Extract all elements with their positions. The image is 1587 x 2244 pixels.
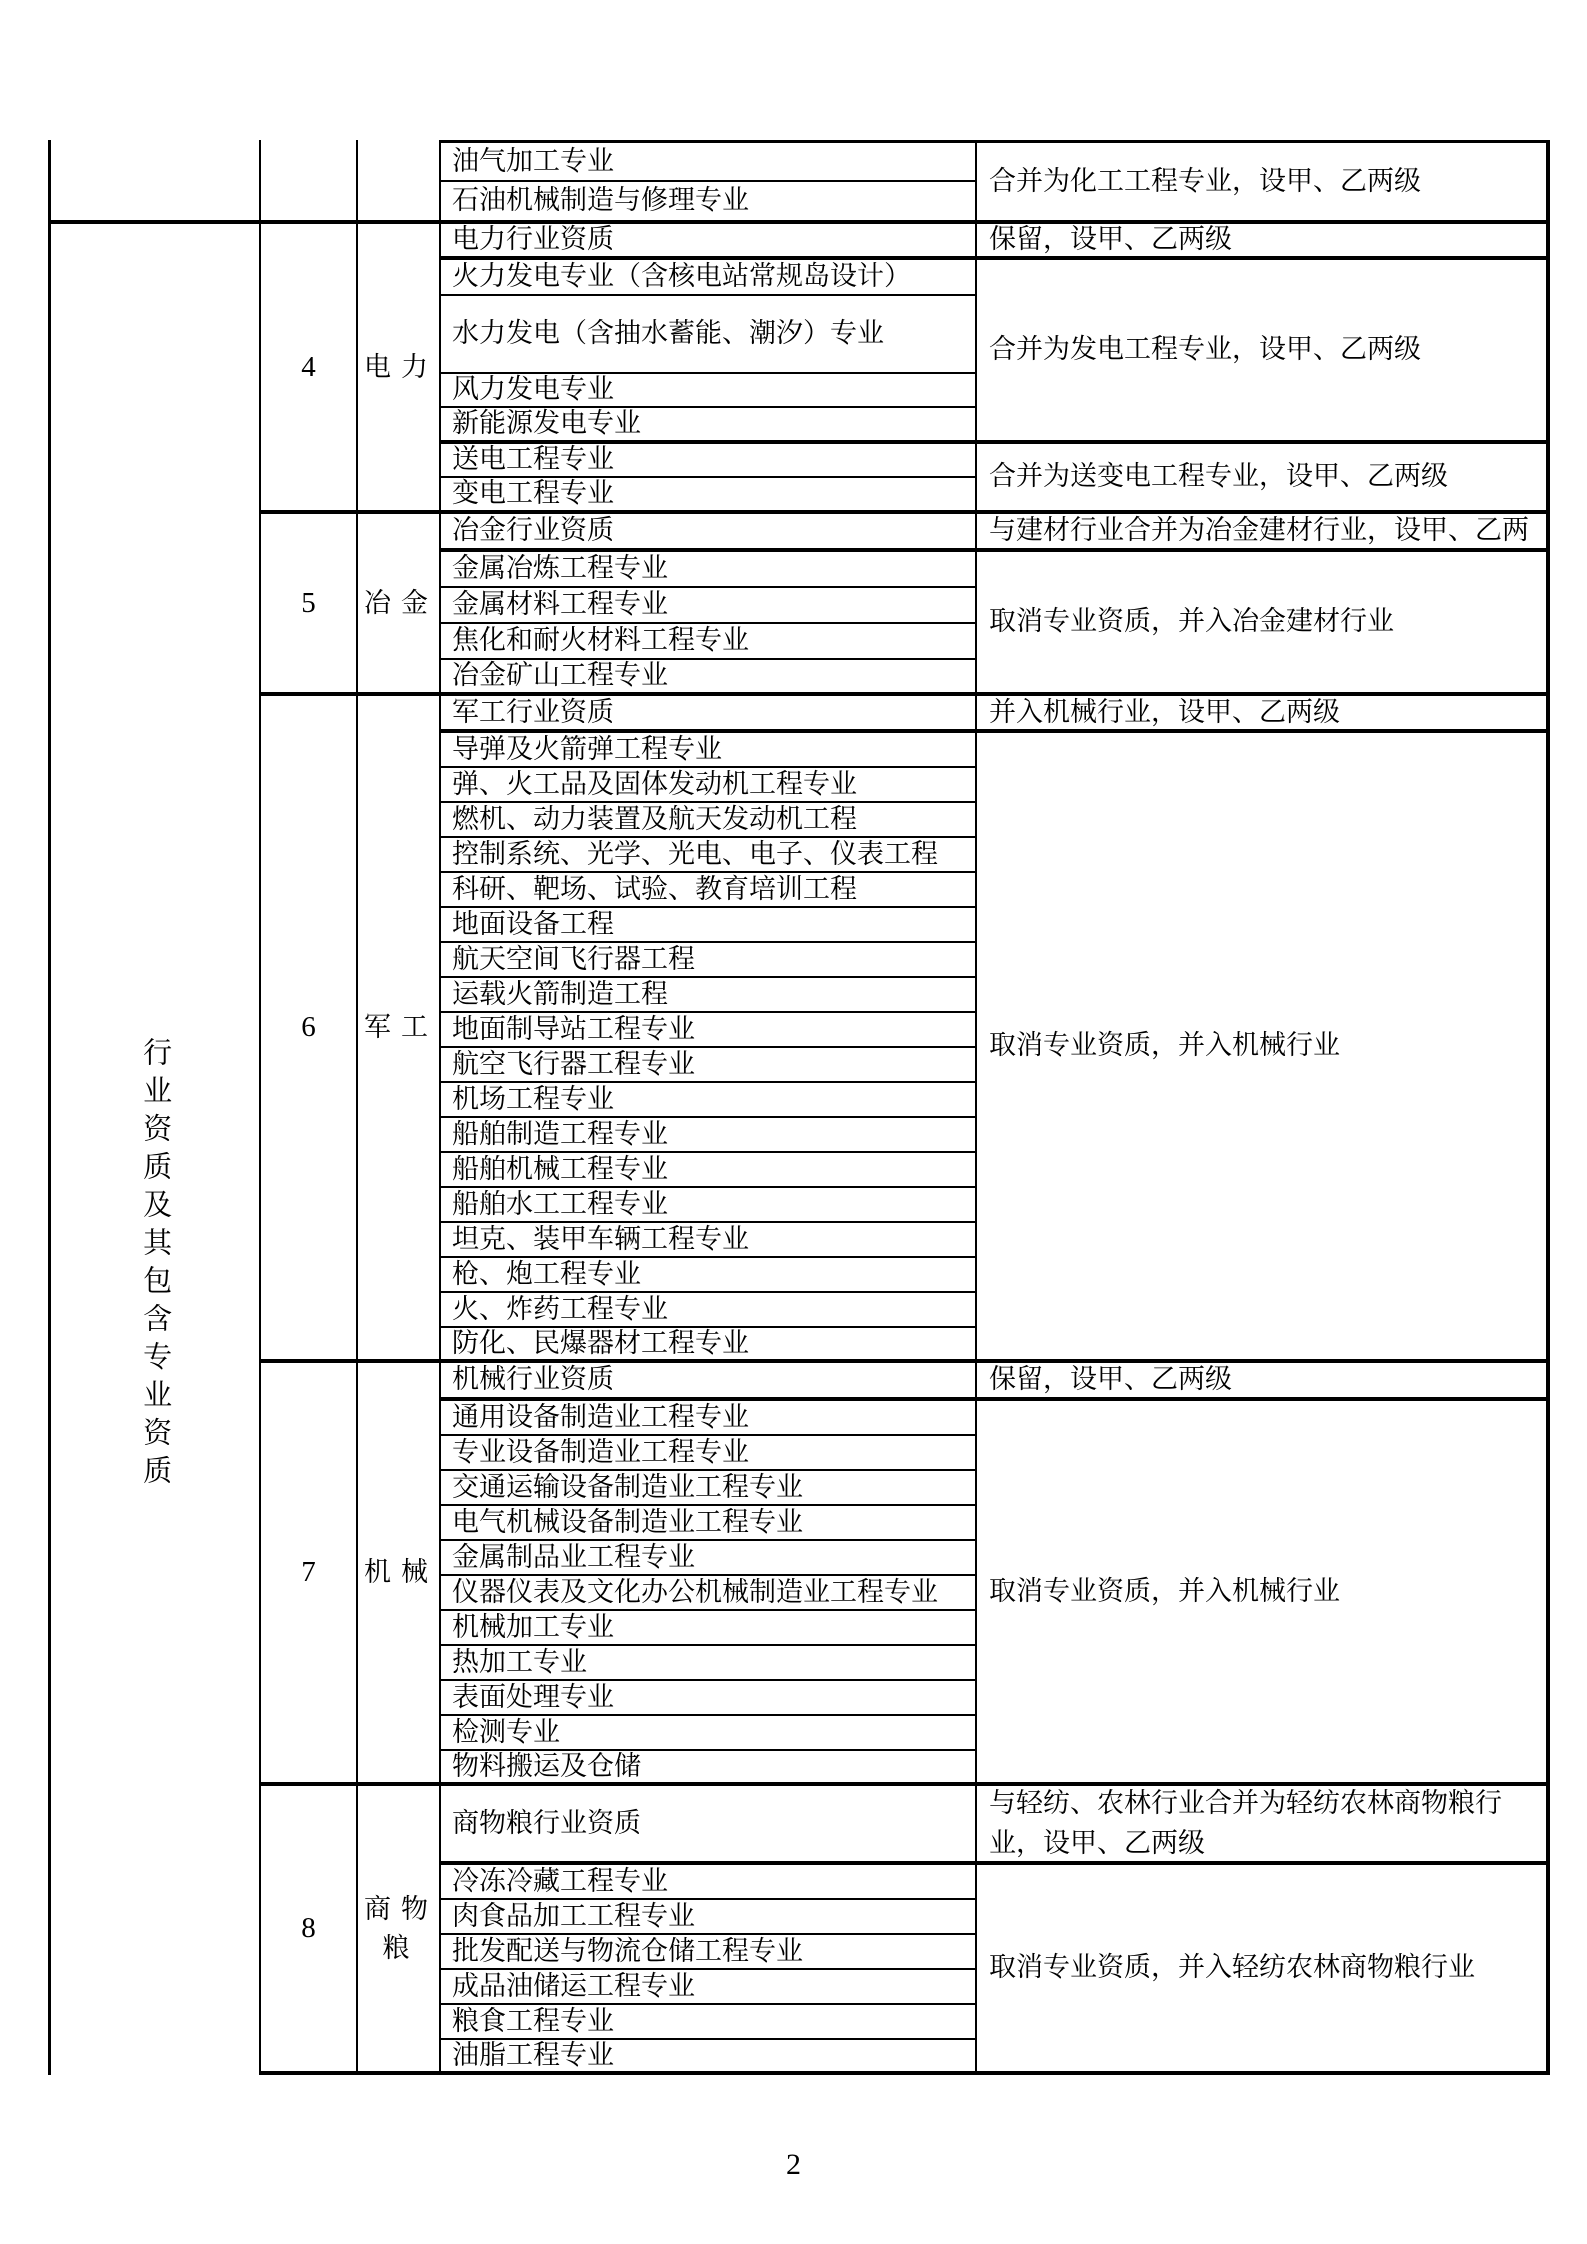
specialty-cell: 机械加工专业	[441, 1611, 977, 1646]
remark-cell: 合并为化工工程专业，设甲、乙两级	[977, 140, 1550, 224]
remark-cell: 与轻纺、农林行业合并为轻纺农林商物粮行业，设甲、乙两级	[977, 1786, 1550, 1865]
specialty-cell: 油脂工程专业	[441, 2040, 977, 2075]
specialty-cell: 弹、火工品及固体发动机工程专业	[441, 768, 977, 803]
section-category-cell: 冶金	[358, 514, 441, 696]
specialty-cell: 商物粮行业资质	[441, 1786, 977, 1865]
section-category-cell: 电力	[358, 224, 441, 514]
specialty-cell: 变电工程专业	[441, 478, 977, 514]
specialty-cell: 肉食品加工工程专业	[441, 1900, 977, 1935]
specialty-cell: 交通运输设备制造业工程专业	[441, 1471, 977, 1506]
specialty-cell: 航空飞行器工程专业	[441, 1048, 977, 1083]
section-number-cell: 7	[261, 1363, 358, 1786]
section-number-cell: 5	[261, 514, 358, 696]
remark-cell: 合并为发电工程专业，设甲、乙两级	[977, 260, 1550, 444]
specialty-cell: 冶金行业资质	[441, 514, 977, 552]
section-number-cell: 6	[261, 696, 358, 1363]
specialty-cell: 航天空间飞行器工程	[441, 943, 977, 978]
specialty-cell: 送电工程专业	[441, 444, 977, 478]
specialty-cell: 通用设备制造业工程专业	[441, 1401, 977, 1436]
section-number-cell	[261, 140, 358, 224]
remark-cell: 取消专业资质，并入机械行业	[977, 733, 1550, 1363]
specialty-cell: 军工行业资质	[441, 696, 977, 733]
specialty-cell: 机场工程专业	[441, 1083, 977, 1118]
specialty-cell: 金属冶炼工程专业	[441, 552, 977, 588]
specialty-cell: 表面处理专业	[441, 1681, 977, 1716]
specialty-cell: 仪器仪表及文化办公机械制造业工程专业	[441, 1576, 977, 1611]
specialty-cell: 控制系统、光学、光电、电子、仪表工程	[441, 838, 977, 873]
specialty-cell: 电气机械设备制造业工程专业	[441, 1506, 977, 1541]
specialty-cell: 运载火箭制造工程	[441, 978, 977, 1013]
remark-cell: 取消专业资质，并入冶金建材行业	[977, 552, 1550, 696]
specialty-cell: 油气加工专业	[441, 140, 977, 182]
qualification-table	[48, 140, 1550, 2075]
specialty-cell: 风力发电专业	[441, 374, 977, 408]
specialty-cell: 火力发电专业（含核电站常规岛设计）	[441, 260, 977, 296]
side-label-cell	[48, 224, 261, 2075]
specialty-cell: 冷冻冷藏工程专业	[441, 1865, 977, 1900]
section-category-cell	[358, 140, 441, 224]
specialty-cell: 粮食工程专业	[441, 2005, 977, 2040]
specialty-cell: 成品油储运工程专业	[441, 1970, 977, 2005]
specialty-cell: 防化、民爆器材工程专业	[441, 1328, 977, 1363]
specialty-cell: 金属材料工程专业	[441, 588, 977, 624]
remark-cell: 取消专业资质，并入机械行业	[977, 1401, 1550, 1786]
specialty-cell: 新能源发电专业	[441, 408, 977, 444]
remark-cell: 取消专业资质，并入轻纺农林商物粮行业	[977, 1865, 1550, 2075]
specialty-cell: 船舶制造工程专业	[441, 1118, 977, 1153]
specialty-cell: 批发配送与物流仓储工程专业	[441, 1935, 977, 1970]
page-number: 2	[786, 2148, 801, 2181]
section-category-cell: 军工	[358, 696, 441, 1363]
section-category-cell: 商物粮	[358, 1786, 441, 2075]
section-number-cell: 8	[261, 1786, 358, 2075]
remark-cell: 并入机械行业，设甲、乙两级	[977, 696, 1550, 733]
remark-cell: 保留，设甲、乙两级	[977, 224, 1550, 260]
specialty-cell: 地面设备工程	[441, 908, 977, 943]
specialty-cell: 枪、炮工程专业	[441, 1258, 977, 1293]
specialty-cell: 石油机械制造与修理专业	[441, 182, 977, 224]
side-label-text: 行业资质及其包含专业资质	[139, 1036, 172, 1493]
remark-cell: 与建材行业合并为冶金建材行业，设甲、乙两	[977, 514, 1550, 552]
specialty-cell: 科研、靶场、试验、教育培训工程	[441, 873, 977, 908]
specialty-cell: 火、炸药工程专业	[441, 1293, 977, 1328]
specialty-cell: 冶金矿山工程专业	[441, 660, 977, 696]
specialty-cell: 金属制品业工程专业	[441, 1541, 977, 1576]
specialty-cell: 导弹及火箭弹工程专业	[441, 733, 977, 768]
specialty-cell: 焦化和耐火材料工程专业	[441, 624, 977, 660]
specialty-cell: 机械行业资质	[441, 1363, 977, 1401]
section-number-cell: 4	[261, 224, 358, 514]
prev-section-spacer-cell	[48, 140, 261, 224]
specialty-cell: 地面制导站工程专业	[441, 1013, 977, 1048]
remark-cell: 保留，设甲、乙两级	[977, 1363, 1550, 1401]
specialty-cell: 检测专业	[441, 1716, 977, 1751]
specialty-cell: 热加工专业	[441, 1646, 977, 1681]
specialty-cell: 船舶水工工程专业	[441, 1188, 977, 1223]
remark-cell: 合并为送变电工程专业，设甲、乙两级	[977, 444, 1550, 514]
specialty-cell: 专业设备制造业工程专业	[441, 1436, 977, 1471]
specialty-cell: 水力发电（含抽水蓄能、潮汐）专业	[441, 296, 977, 374]
specialty-cell: 电力行业资质	[441, 224, 977, 260]
specialty-cell: 燃机、动力装置及航天发动机工程	[441, 803, 977, 838]
section-category-cell: 机械	[358, 1363, 441, 1786]
specialty-cell: 船舶机械工程专业	[441, 1153, 977, 1188]
specialty-cell: 物料搬运及仓储	[441, 1751, 977, 1786]
specialty-cell: 坦克、装甲车辆工程专业	[441, 1223, 977, 1258]
